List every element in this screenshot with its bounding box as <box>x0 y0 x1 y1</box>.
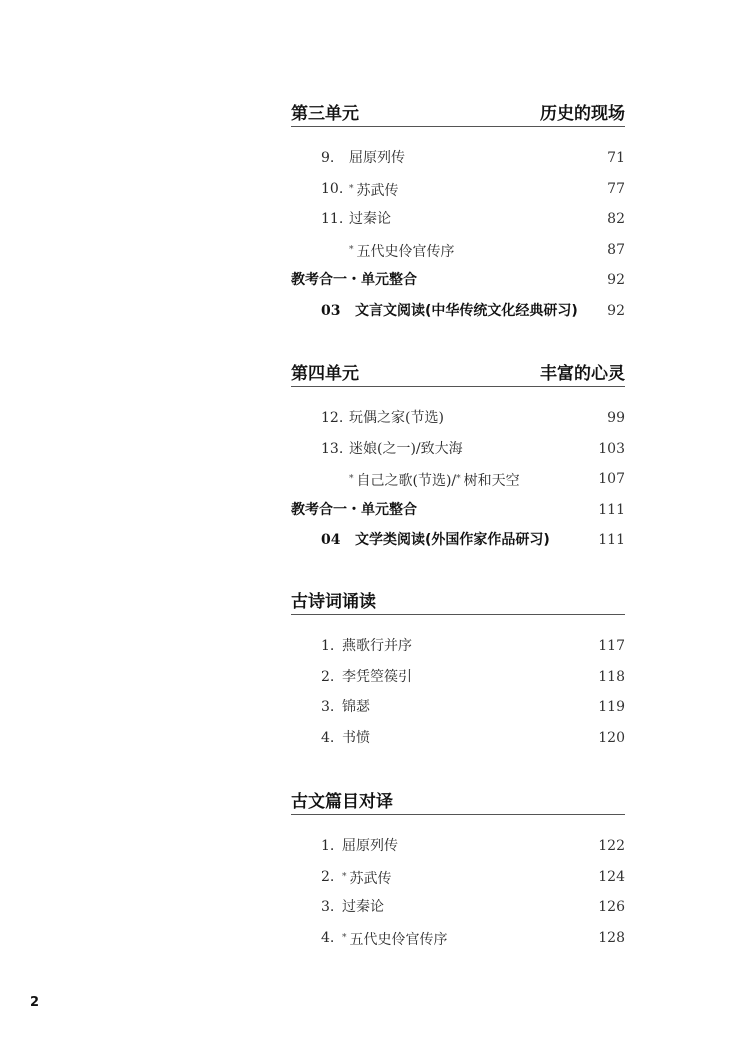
section-unit-3 <box>291 104 625 319</box>
entry-number: 2. <box>321 869 335 885</box>
section-header <box>291 104 625 127</box>
section-header <box>291 592 625 615</box>
section-unit-4 <box>291 364 625 548</box>
entry-number: 12. <box>321 410 344 426</box>
entry-page: 92 <box>607 272 625 288</box>
toc-entry[interactable] <box>291 240 625 260</box>
entry-number: 9. <box>321 150 335 166</box>
entry-page: 87 <box>607 242 625 258</box>
toc-entry[interactable] <box>291 408 625 428</box>
entry-title: 教考合一・单元整合 <box>291 272 417 288</box>
section-header <box>291 792 625 815</box>
toc-entry[interactable] <box>291 867 625 887</box>
entry-number: 1. <box>321 838 335 854</box>
toc-entry[interactable] <box>291 836 625 856</box>
toc-entry[interactable] <box>291 697 625 717</box>
entry-number: 4. <box>321 730 335 746</box>
entry-title: 李凭箜篌引 <box>342 669 412 685</box>
entry-page: 71 <box>607 150 625 166</box>
entry-page: 124 <box>598 869 625 885</box>
toc-entry[interactable] <box>291 439 625 459</box>
entry-page: 126 <box>598 899 625 915</box>
entry-page: 128 <box>598 930 625 946</box>
asterisk-mark: * <box>349 245 354 255</box>
toc-entry[interactable] <box>291 928 625 948</box>
entry-number: 4. <box>321 930 335 946</box>
entry-number: 11. <box>321 211 344 227</box>
toc-entry[interactable] <box>291 179 625 199</box>
toc-entry[interactable] <box>291 897 625 917</box>
section-title: 古文篇目对译 <box>291 792 393 812</box>
entry-page: 77 <box>607 181 625 197</box>
entry-page: 92 <box>607 303 625 319</box>
page-number: 2 <box>30 995 40 1010</box>
section-translations <box>291 792 625 948</box>
entry-title: 树和天空 <box>463 473 520 489</box>
entry-title: 五代史伶官传序 <box>349 932 448 948</box>
toc-entry[interactable] <box>291 270 625 290</box>
entry-title: 迷娘(之一)/致大海 <box>349 441 463 457</box>
entry-page: 111 <box>598 502 625 518</box>
section-theme: 历史的现场 <box>540 104 625 124</box>
entry-title: 文学类阅读(外国作家作品研习) <box>355 532 550 548</box>
entry-page: 82 <box>607 211 625 227</box>
entry-number: 3. <box>321 699 335 715</box>
entry-page: 103 <box>598 441 625 457</box>
entry-title: 屈原列传 <box>342 838 398 854</box>
entry-title: 过秦论 <box>342 899 384 915</box>
entry-title: 五代史伶官传序 <box>356 244 455 260</box>
entry-number: 04 <box>321 532 341 548</box>
toc-entry[interactable] <box>291 148 625 168</box>
entry-page: 122 <box>598 838 625 854</box>
toc-entry[interactable] <box>291 301 625 321</box>
section-title: 第三单元 <box>291 104 359 124</box>
entry-number: 2. <box>321 669 335 685</box>
section-theme: 丰富的心灵 <box>540 364 625 384</box>
entry-number: 10. <box>321 181 344 197</box>
entry-title: 自己之歌(节选)/ <box>356 473 457 489</box>
asterisk-mark: * <box>456 474 461 484</box>
section-title: 古诗词诵读 <box>291 592 376 612</box>
entry-page: 120 <box>598 730 625 746</box>
entry-page: 118 <box>598 669 625 685</box>
entry-title: 苏武传 <box>356 183 399 199</box>
toc-entry[interactable] <box>291 469 625 489</box>
entry-title: 苏武传 <box>349 871 392 887</box>
entry-number: 13. <box>321 441 344 457</box>
entry-title: 书愤 <box>342 730 370 746</box>
toc-entry[interactable] <box>291 530 625 550</box>
toc-entry[interactable] <box>291 500 625 520</box>
entry-title: 文言文阅读(中华传统文化经典研习) <box>355 303 578 319</box>
entry-page: 119 <box>598 699 625 715</box>
entry-title: 教考合一・单元整合 <box>291 502 417 518</box>
entry-title: 玩偶之家(节选) <box>349 410 444 426</box>
asterisk-mark: * <box>349 184 354 194</box>
entry-page: 107 <box>598 471 625 487</box>
entry-number: 1. <box>321 638 335 654</box>
toc-entry[interactable] <box>291 728 625 748</box>
entry-number: 3. <box>321 899 335 915</box>
toc-entry[interactable] <box>291 209 625 229</box>
asterisk-mark: * <box>342 933 347 943</box>
entry-title: 过秦论 <box>349 211 391 227</box>
section-poems <box>291 592 625 746</box>
toc-entry[interactable] <box>291 667 625 687</box>
entry-page: 111 <box>598 532 625 548</box>
asterisk-mark: * <box>342 872 347 882</box>
entry-page: 117 <box>598 638 625 654</box>
toc-entry[interactable] <box>291 636 625 656</box>
section-header <box>291 364 625 387</box>
entry-title: 锦瑟 <box>342 699 370 715</box>
asterisk-mark: * <box>349 474 354 484</box>
entry-page: 99 <box>607 410 625 426</box>
entry-title: 燕歌行并序 <box>342 638 412 654</box>
entry-number: 03 <box>321 303 341 319</box>
section-title: 第四单元 <box>291 364 359 384</box>
entry-title: 屈原列传 <box>349 150 405 166</box>
